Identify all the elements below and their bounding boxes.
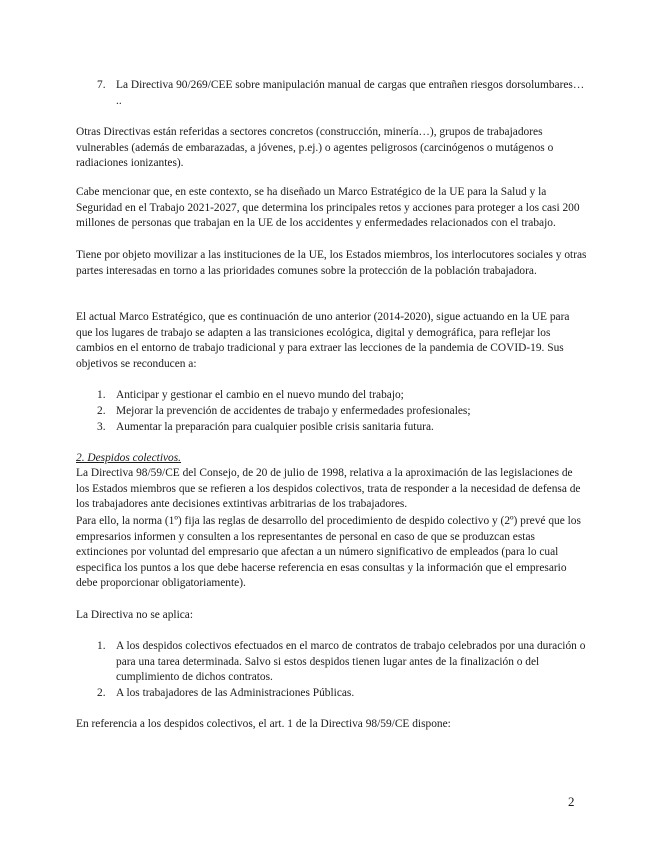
list-item [76,420,588,436]
list-item-text: Mejorar la prevención de accidentes de trabajo y enfermedades profesionales; [116,405,471,417]
paragraph-no-aplica: La Directiva no se aplica: [76,609,194,621]
list-item-text: Anticipar y gestionar el cambio en el nuevo mundo del trabajo; [116,389,404,401]
section-heading: 2. Despidos colectivos. [76,452,182,464]
list-item [76,404,588,420]
list-item-text: A los trabajadores de las Administraciones Públicas. [116,687,355,699]
list-item-number: 2. [97,687,106,699]
list-item [76,78,588,109]
list-item [76,388,588,404]
list-item-number: 7. [97,79,106,91]
page-number: 2 [568,794,575,809]
list-item [76,639,588,686]
list-item-number: 1. [97,640,106,652]
paragraph-actual-marco: El actual Marco Estratégico, que es continuación de uno anterior (2014-2020), sigue actuando en la UE para que los lugares de trabajo se adapten a las transiciones ecológica, digital y demográfica, para reflejar los cambios en el entorno de trabajo tradicional y para extraer las lecciones de la pandemia de COVID-19. Sus objetivos se reconducen a: [76,311,570,370]
list-item-number: 2. [97,405,106,417]
paragraph-other-directives: Otras Directivas están referidas a sectores concretos (construcción, minería…), grupos de trabajadores vulnerables (además de embarazadas, a jóvenes, p.ej.) o agentes peligrosos (carcinógenos o mutágenos o radiaciones ionizantes). [76,126,554,170]
paragraph-marco-objeto: Tiene por objeto movilizar a las instituciones de la UE, los Estados miembros, los interlocutores sociales y otras partes interesadas en torno a las prioridades comunes sobre la protección de la población trabajadora. [76,249,587,277]
paragraph-norma: Para ello, la norma (1º) fija las reglas de desarrollo del procedimiento de despido colectivo y (2º) prevé que los empresarios informen y consulten a los representantes de personal en caso de que se produzcan estas extinciones por voluntad del empresario que afectan a un número significativo de empleados (para lo cual especifica los puntos a los que debe hacerse referencia en esas consultas y la información que el empresario debe proporcionar obligatoriamente). [76,515,581,590]
paragraph-directiva-98-59: La Directiva 98/59/CE del Consejo, de 20 de julio de 1998, relativa a la aproximación de las legislaciones de los Estados miembros que se refieren a los despidos colectivos, trata de responder a la necesidad de defensa de los trabajadores ante decisiones extintivas arbitrarias de los trabajadores. [76,467,581,511]
list-item-text: Aumentar la preparación para cualquier posible crisis sanitaria futura. [116,421,434,433]
list-item [76,686,588,702]
list-item-text: La Directiva 90/269/CEE sobre manipulación manual de cargas que entrañen riesgos dorsolumbares… .. [116,79,585,107]
list-item-number: 1. [97,389,106,401]
paragraph-marco-estrategico: Cabe mencionar que, en este contexto, se ha diseñado un Marco Estratégico de la UE para la Salud y la Seguridad en el Trabajo 2021-2027, que determina los principales retos y acciones para proteger a los casi 200 millones de personas que trabajan en la UE de los accidentes y enfermedades relacionados con el trabajo. [76,186,580,230]
list-item-text: A los despidos colectivos efectuados en el marco de contratos de trabajo celebrados por una duración o para una tarea determinada. Salvo si estos despidos tienen lugar antes de la finalización o del cumplimiento de dichos contratos. [116,640,586,684]
list-item-number: 3. [97,421,106,433]
paragraph-referencia: En referencia a los despidos colectivos, el art. 1 de la Directiva 98/59/CE dispone: [76,718,451,730]
